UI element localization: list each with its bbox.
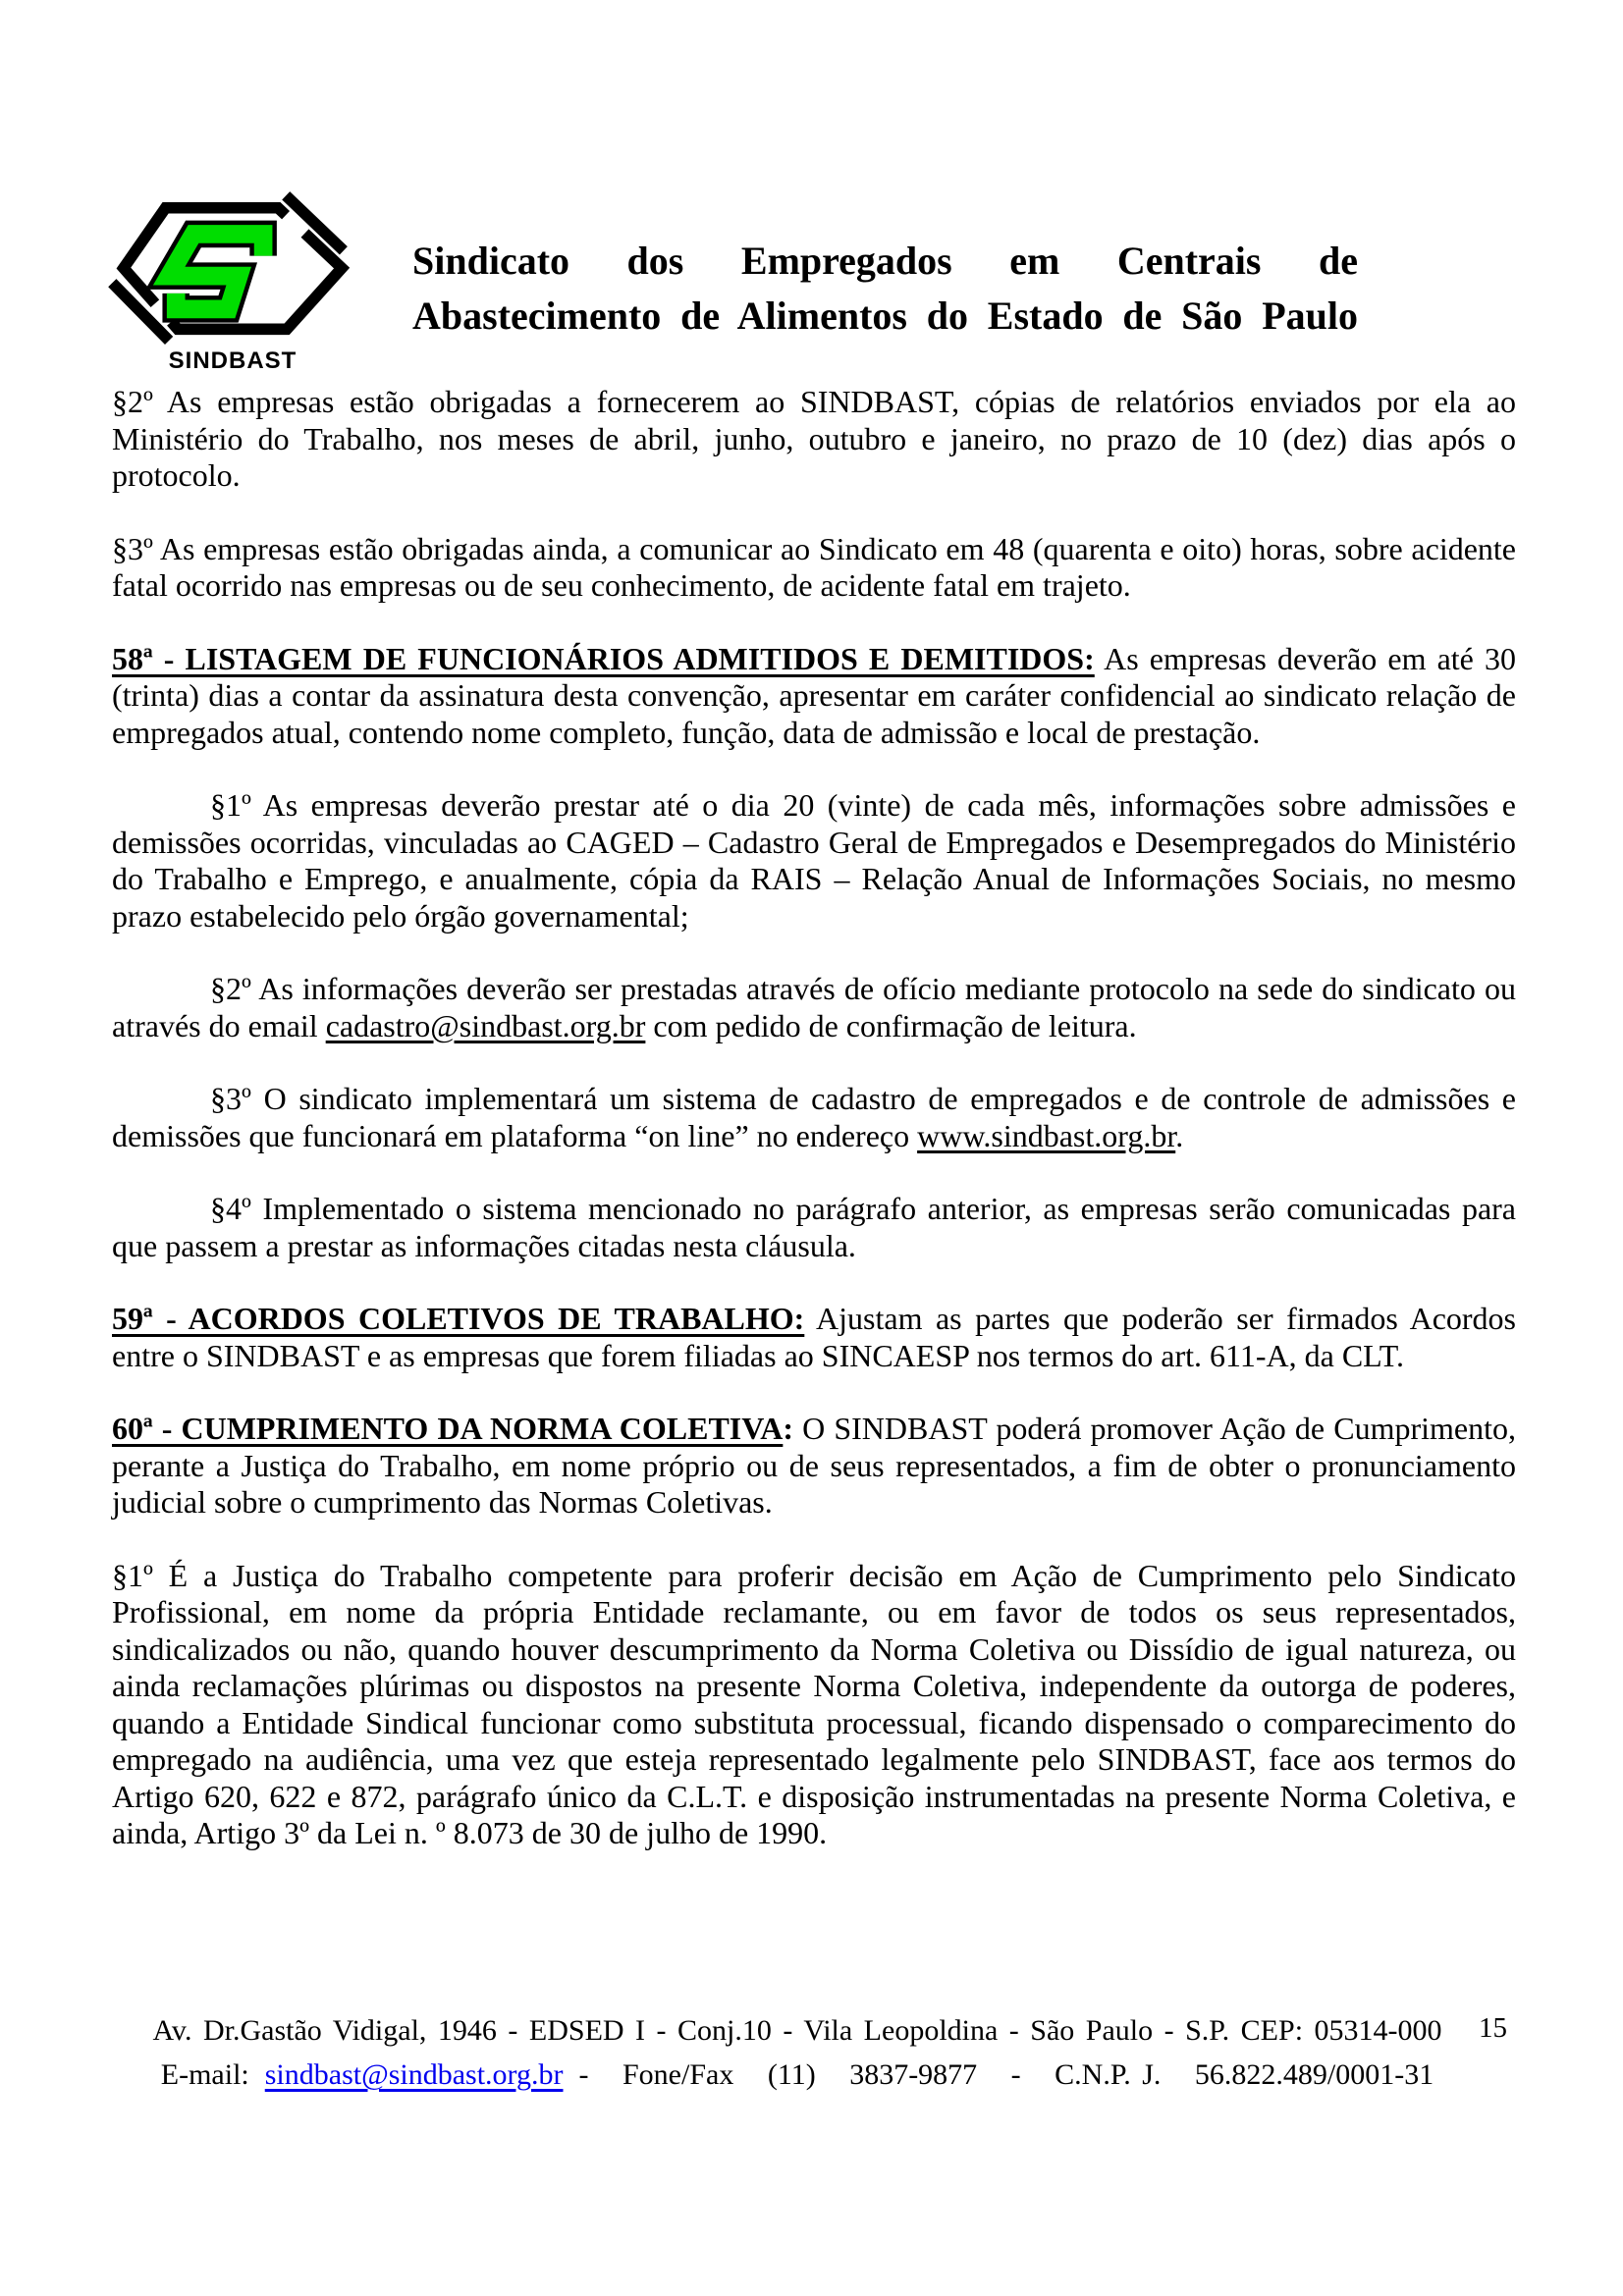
text-run: §2º As informações deverão ser prestadas através de ofício mediante protocolo na sede do sindicato ou através do email (112, 971, 1516, 1043)
sindbast-logo (106, 190, 359, 375)
sindbast-logo-icon (106, 190, 359, 347)
clause-58-par1 (112, 787, 1516, 934)
text-run: §3º As empresas estão obrigadas ainda, a comunicar ao Sindicato em 48 (quarenta e oito) horas, sobre acidente fatal ocorrido nas empresas ou de seu conhecimento, de acidente fatal em trajeto. (112, 530, 1516, 603)
clause-58-par2 (112, 971, 1516, 1044)
footer-contact-rest: - Fone/Fax (11) 3837-9877 - C.N.P. J. 56.822.489/0001-31 (578, 2058, 1434, 2091)
text-run: O SINDBAST poderá promover Ação de Cumprimento, perante a Justiça do Trabalho, em nome próprio ou de seus representados, a fim de obter o pronunciamento judicial sobre o cumprimento das Normas Coletivas. (112, 1411, 1517, 1520)
text-run: §4º Implementado o sistema mencionado no parágrafo anterior, as empresas serão comunicadas para que passem a prestar as informações citadas nesta cláusula. (112, 1191, 1516, 1263)
text-run: §1º As empresas deverão prestar até o dia 20 (vinte) de cada mês, informações sobre admissões e demissões ocorridas, vinculadas ao CAGED – Cadastro Geral de Empregados e Desempregados do Ministério do Trabalho e Emprego, e anualmente, cópia da RAIS – Relação Anual de Informações Sociais, no mesmo prazo estabelecido pelo órgão governamental; (112, 787, 1516, 934)
text-run: com pedido de confirmação de leitura. (645, 1007, 1137, 1043)
page-number: 15 (1479, 2012, 1507, 2044)
footer-email-link[interactable]: sindbast@sindbast.org.br (264, 2058, 564, 2091)
footer-contact-line (112, 2053, 1483, 2097)
organization-title-line-1: Sindicato dos Empregados em Centrais de (412, 239, 1358, 283)
logo-label: SINDBAST (168, 347, 298, 374)
text-run: §1º É a Justiça do Trabalho competente para proferir decisão em Ação de Cumprimento pelo Sindicato Profissional, em nome da própria Entidade reclamante, ou em favor de todos os seus representados, sindicalizados ou não, quando houver descumprimento da Norma Coletiva ou Dissídio de igual natureza, ou ainda reclamações plúrimas ou dispostos na presente Norma Coletiva, independente da outorga de poderes, quando a Entidade Sindical funcionar como substituta processual, ficando dispensado o comparecimento do empregado na audiência, uma vez que esteja representado legalmente pelo SINDBAST, face aos termos do Artigo 620, 622 e 872, parágrafo único da C.L.T. e disposição instrumentadas na presente Norma Coletiva, e ainda, Artigo 3º da Lei n. º 8.073 de 30 de julho de 1990. (112, 1557, 1516, 1850)
clause-58 (112, 641, 1516, 752)
clause-58-par3 (112, 1081, 1516, 1154)
clause-60-heading: 60ª - CUMPRIMENTO DA NORMA COLETIVA (112, 1411, 784, 1446)
organization-title-line-2: Abastecimento de Alimentos do Estado de São Paulo (412, 294, 1358, 338)
text-run: §2º As empresas estão obrigadas a fornecerem ao SINDBAST, cópias de relatórios enviados por ela ao Ministério do Trabalho, nos meses de abril, junho, outubro e janeiro, no prazo de 10 (dez) dias após o protocolo. (112, 384, 1516, 493)
clause-59 (112, 1301, 1516, 1374)
sindbast-website-link[interactable]: www.sindbast.org.br (917, 1117, 1176, 1153)
text-run: : (783, 1411, 794, 1446)
clause-58-heading: 58ª - LISTAGEM DE FUNCIONÁRIOS ADMITIDOS E DEMITIDOS: (112, 640, 1095, 676)
para-2-relatorios (112, 384, 1516, 495)
clause-60-par1 (112, 1558, 1516, 1852)
document-body (112, 384, 1516, 1852)
clause-59-heading: 59ª - ACORDOS COLETIVOS DE TRABALHO: (112, 1301, 805, 1336)
page-footer (112, 2008, 1483, 2097)
text-run: . (1175, 1117, 1184, 1153)
text-run: As empresas deverão em até 30 (trinta) dias a contar da assinatura desta convenção, apresentar em caráter confidencial ao sindicato relação de empregados atual, contendo nome completo, função, data de admissão e local de prestação. (112, 640, 1517, 750)
footer-address-line: Av. Dr.Gastão Vidigal, 1946 - EDSED I - Conj.10 - Vila Leopoldina - São Paulo - S.P. CEP: 05314-000 (152, 2014, 1442, 2047)
text-run: Ajustam as partes que poderão ser firmados Acordos entre o SINDBAST e as empresas que forem filiadas ao SINCAESP nos termos do art. 611-A, da CLT. (112, 1301, 1517, 1373)
organization-title (412, 234, 1358, 344)
para-3-acidente (112, 531, 1516, 605)
clause-60 (112, 1411, 1516, 1522)
cadastro-email-link[interactable]: cadastro@sindbast.org.br (325, 1007, 646, 1043)
clause-58-par4 (112, 1191, 1516, 1264)
text-run: §3º O sindicato implementará um sistema de cadastro de empregados e de controle de admissões e demissões que funcionará em plataforma “on line” no endereço (112, 1081, 1516, 1153)
footer-email-label: E-mail: (160, 2058, 249, 2091)
